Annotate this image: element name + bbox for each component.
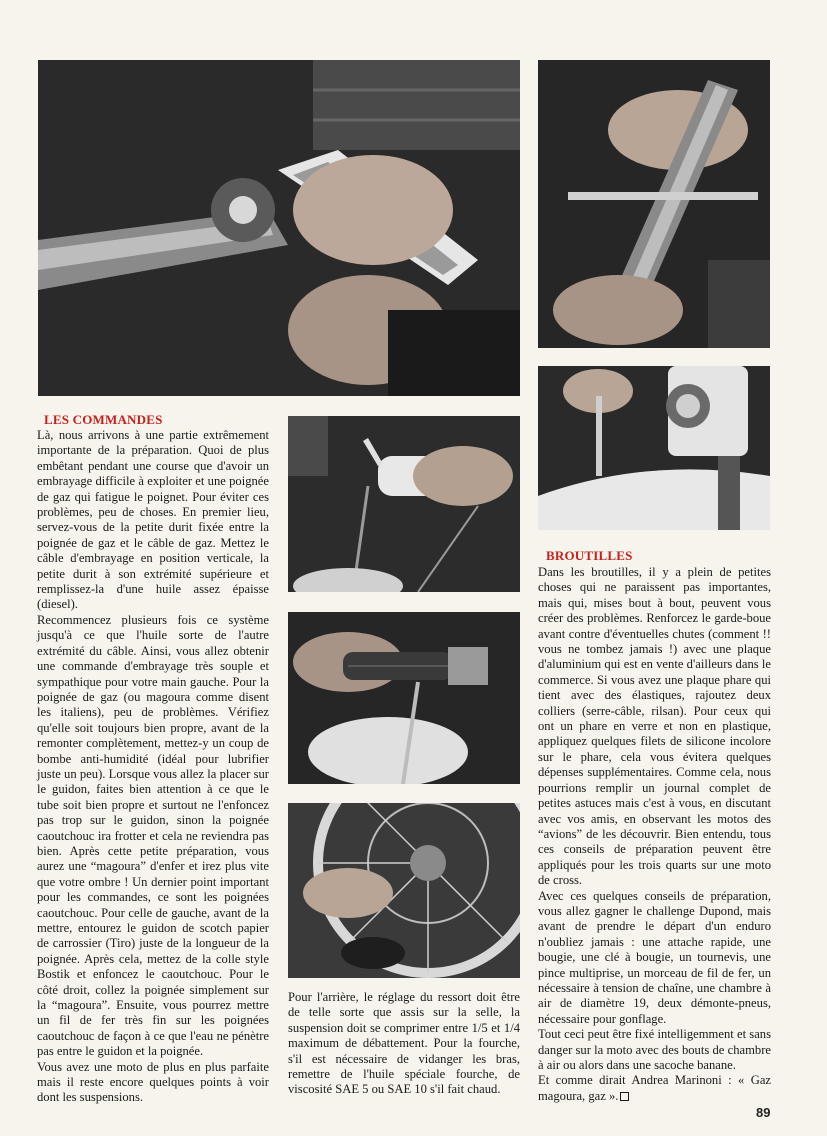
section-heading-commandes: LES COMMANDES <box>44 412 163 427</box>
end-mark-icon <box>620 1092 629 1101</box>
column-broutilles <box>538 565 771 1104</box>
paragraph: Dans les broutilles, il y a plein de petites choses qui ne paraissent pas importantes, mais qui, mises bout à bout, peuvent vous créer des problèmes. Renforcez le garde-boue avant contre d'éventuelles chutes (comment !! vous ne tombez jamais !) avec une plaque d'aluminium qui est en vente d'ailleurs dans le commerce. Si vous avez une plaque phare qui tient avec des élastiques, rajoutez deux colliers (serre-câble, rilsan). Pour ceux qui ont un phare en verre et non en plastique, appliquez quelques filets de silicone incolore sur le phare, cela vous évitera quelques dépenses supplémentaires. Comme cela, nous pourrions remplir un journal complet de petites astuces mais c'est à vous, en discutant avec vos amis, en observant les motos des “avions” de les découvrir. Bien entendu, tous ces conseils de préparation peuvent être appliqués pour les trois quarts sur une moto de cross. <box>538 565 771 888</box>
paragraph: Vous avez une moto de plus en plus parfaite mais il reste encore quelques points à voir dont les suspensions. <box>37 1059 269 1105</box>
final-sentence: Et comme dirait Andrea Marinoni : « Gaz magoura, gaz ». <box>538 1073 771 1103</box>
paragraph-final <box>538 1073 771 1104</box>
paragraph: Pour l'arrière, le réglage du ressort doit être de telle sorte que assis sur la selle, la suspension doit se comprimer entre 1/5 et 1/4 maximum de débattement. Pour la fourche, s'il est nécessaire de vidanger les bras, remettre de l'huile spéciale fourche, de viscosité SAE 5 ou SAE 10 s'il fait chaud. <box>288 990 520 1097</box>
headlight-screwdriver-photo <box>538 366 770 530</box>
front-wheel-brake-photo <box>288 803 520 978</box>
section-heading-broutilles: BROUTILLES <box>546 548 633 563</box>
column-suspension <box>288 990 520 1098</box>
paragraph: Avec ces quelques conseils de préparation, vous allez gagner le challenge Dupond, mais avant de prendre le départ d'un enduro n'oubliez jamais : une attache rapide, une bougie, une clé à bougie, un tournevis, une pince multiprise, un morceau de fil de fer, un nécessaire à tension de chaîne, une chambre à air de diamètre 19, deux démonte-pneus, nécessaire pour gonflage. <box>538 888 771 1026</box>
paragraph: Tout ceci peut être fixé intelligemment et sans danger sur la moto avec des bouts de chambre à air ou alors dans une sacoche banane. <box>538 1027 771 1072</box>
column-commandes <box>37 428 269 1106</box>
oil-bottle-cable-photo <box>288 416 520 592</box>
file-cable-photo <box>538 60 770 348</box>
throttle-grip-photo <box>288 612 520 784</box>
page-number: 89 <box>756 1105 771 1120</box>
paragraph: Recommencez plusieurs fois ce système jusqu'à ce que l'huile sorte de l'autre extrémité du câble. Ainsi, vous allez obtenir une commande d'embrayage très souple et sympathique pour votre main gauche. Pour la poignée de gaz (ou magoura comme disent les italiens), peu de problèmes. Vérifiez qu'elle soit toujours bien propre, avant de la remonter complètement, mettez-y un coup de bombe anti-humidité (idéal pour lubrifier juste un peu). Lorsque vous allez la placer sur le guidon, faites bien attention à ce que le tube soit bien propre et surtout ne l'enfoncez pas trop sur le guidon, sinon la poignée caoutchouc ira frotter et cela ne reviendra pas bien. Après cette petite préparation, vous aurez une “magoura” d'enfer et irez plus vite que votre ombre ! Un dernier point important pour les commandes, ce sont les poignées caoutchouc. Pour celle de gauche, avant de la mettre, entourez le guidon de scotch papier de carrossier (Tiro) juste de la longueur de la poignée. Après cela, mettez de la colle style Bostik et enfoncez le caoutchouc. Pour le côté droit, collez la poignée simplement sur la “magoura”. Ensuite, vous pourrez mettre un fil de fer très fin sur les poignées caoutchouc de façon à ce que l'eau ne pénètre pas entre le guidon et la poignée. <box>37 612 269 1059</box>
spray-can-handlebar-photo <box>38 60 520 396</box>
paragraph: Là, nous arrivons à une partie extrêmement importante de la préparation. Quoi de plus embêtant pendant une course que d'avoir un embrayage difficile à exploiter et une poignée de gaz qui fatigue le poignet. Pour éviter ces problèmes, peu de choses. En premier lieu, servez-vous de la petite durit fixée entre la poignée de gaz et le câble de gaz. Mettez le câble d'embrayage en position verticale, la petite durit à son extrémité supérieure et remplissez-la d'une huile assez épaisse (diesel). <box>37 428 269 612</box>
